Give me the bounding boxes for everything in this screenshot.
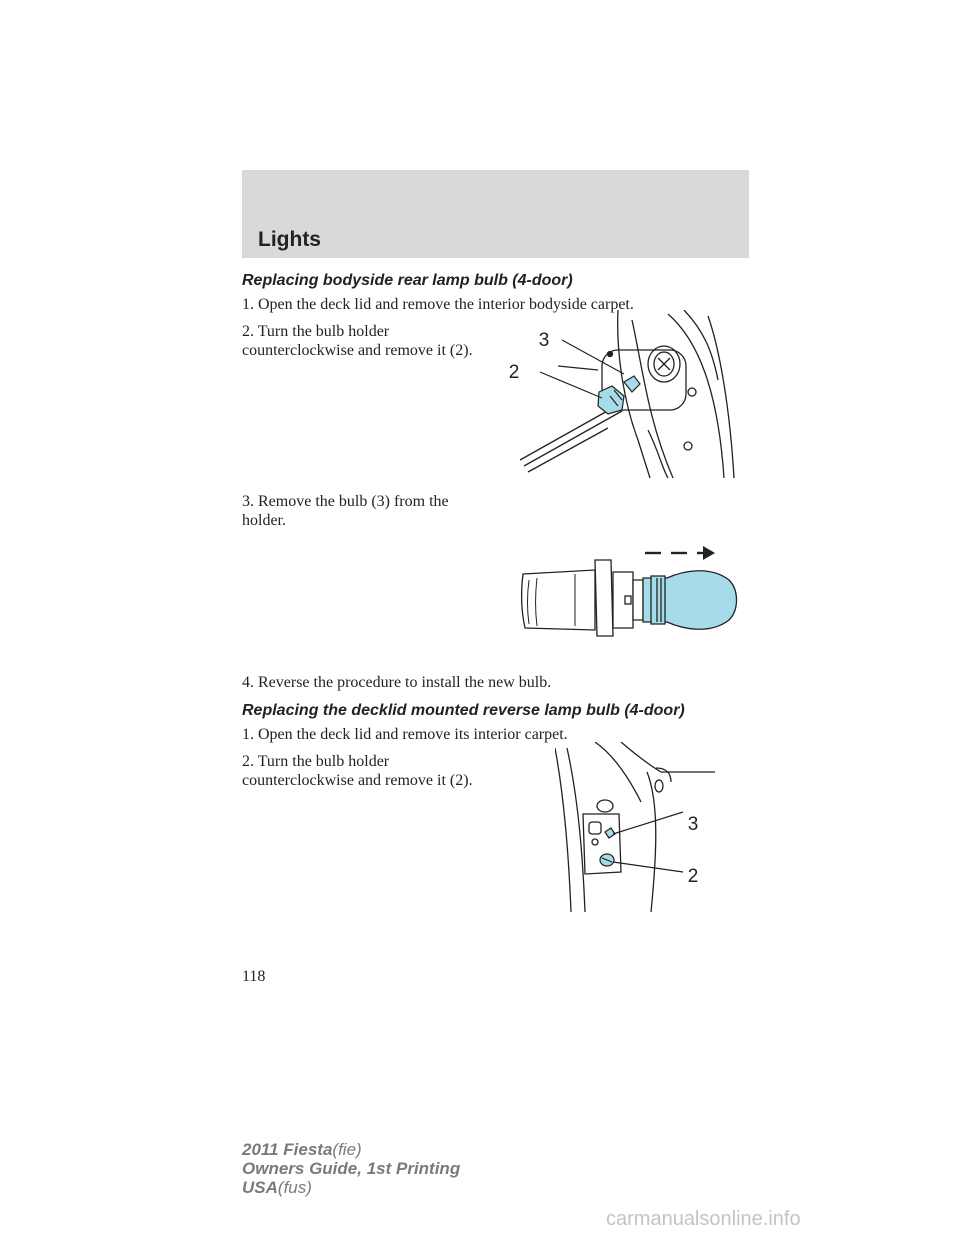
step-1-bodyside: 1. Open the deck lid and remove the interior bodyside carpet. <box>242 296 634 313</box>
step-3-line-1: 3. Remove the bulb (3) from the <box>242 493 449 510</box>
step-2-decklid-line-1: 2. Turn the bulb holder <box>242 753 390 770</box>
callout-2: 2 <box>508 362 520 383</box>
step-1-decklid: 1. Open the deck lid and remove its interior carpet. <box>242 726 568 743</box>
section-heading-bodyside: Replacing bodyside rear lamp bulb (4-door) <box>242 272 573 289</box>
document-footer <box>242 1140 460 1197</box>
bodyside-bulb-holder-illustration <box>498 310 738 480</box>
step-4-bodyside: 4. Reverse the procedure to install the new bulb. <box>242 674 552 691</box>
footer-guide-edition: Owners Guide, 1st Printing <box>242 1159 461 1178</box>
footer-model: 2011 Fiesta <box>242 1140 333 1159</box>
step-3-line-2: holder. <box>242 512 286 529</box>
callout-3: 3 <box>538 330 550 351</box>
direction-arrow-icon <box>703 546 715 560</box>
callout-2: 2 <box>687 866 699 887</box>
footer-market-code: (fus) <box>277 1178 312 1197</box>
step-2-bodyside <box>242 322 473 360</box>
section-title: Lights <box>258 228 321 251</box>
decklid-reverse-lamp-illustration <box>555 742 725 914</box>
bulb-removal-illustration <box>515 540 740 640</box>
step-2-line-2: counterclockwise and remove it (2). <box>242 342 473 359</box>
footer-market: USA <box>242 1178 278 1197</box>
watermark: carmanualsonline.info <box>606 1208 801 1230</box>
step-2-decklid-line-2: counterclockwise and remove it (2). <box>242 772 473 789</box>
section-heading-decklid: Replacing the decklid mounted reverse lamp bulb (4-door) <box>242 702 685 719</box>
footer-model-code: (fie) <box>332 1140 362 1159</box>
step-3-bodyside <box>242 492 449 530</box>
step-2-decklid <box>242 752 473 790</box>
page-number: 118 <box>242 968 266 985</box>
step-2-line-1: 2. Turn the bulb holder <box>242 323 390 340</box>
callout-3: 3 <box>687 814 699 835</box>
